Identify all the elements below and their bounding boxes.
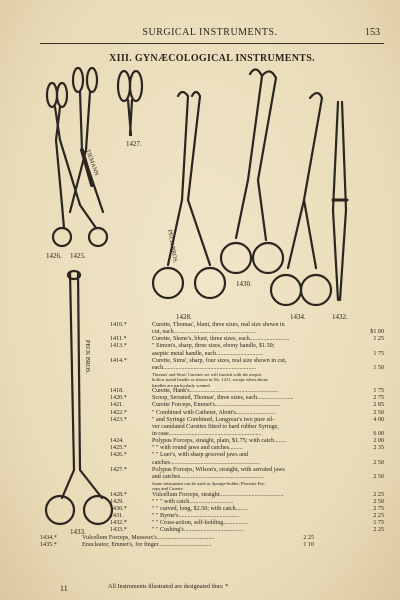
list-item bbox=[40, 351, 384, 358]
item-price: 2 00 bbox=[373, 438, 384, 445]
curette-forceps-icon bbox=[271, 93, 331, 305]
item-description: " " " with catch............................. bbox=[152, 498, 234, 505]
item-price: 1 25 bbox=[373, 336, 384, 343]
list-item bbox=[40, 343, 384, 350]
list-item bbox=[40, 506, 384, 513]
figure-label: 1425. bbox=[70, 252, 86, 260]
item-price: 1 75 bbox=[373, 520, 384, 527]
svg-text:PECK BROS.: PECK BROS. bbox=[84, 340, 90, 375]
item-price: 2 50 bbox=[373, 498, 384, 505]
item-description: " " Luer's, with sharp grooved jaws and bbox=[152, 452, 249, 459]
list-item bbox=[40, 395, 384, 402]
list-item bbox=[40, 329, 384, 336]
list-item bbox=[0, 542, 314, 549]
footer-note: All Instruments illustrated are designated thus: * bbox=[108, 583, 229, 590]
item-number: 1431. bbox=[110, 513, 124, 520]
item-description: Thomas' and Sims' Curettes we will furnish with the aseptic bbox=[152, 371, 262, 377]
item-price: 1 50 bbox=[373, 364, 384, 371]
item-description: " " with round jaws and catches......... bbox=[152, 445, 243, 452]
item-description: " Combined with Catheter, Abott's.......................... bbox=[152, 409, 276, 416]
forceps-icon bbox=[153, 92, 225, 298]
page-number: 153 bbox=[365, 27, 380, 38]
item-number: 1422.* bbox=[110, 409, 127, 416]
item-number: 1423.* bbox=[110, 416, 127, 423]
forceps-icon bbox=[47, 83, 107, 246]
forceps-icon bbox=[70, 68, 103, 212]
item-description: Same instrument can be used as Sponge-holder, Placenta For- bbox=[152, 480, 266, 486]
item-description: " " Cushing's....................................... bbox=[152, 527, 244, 534]
item-description: Scoop, Serrated, Thomas', three sizes, each........................ bbox=[152, 395, 294, 402]
forceps-icon bbox=[333, 102, 347, 300]
forceps-icon bbox=[118, 71, 142, 135]
svg-text:PECK BROS.: PECK BROS. bbox=[166, 229, 178, 264]
list-item bbox=[40, 358, 384, 365]
figure-label: 1426. bbox=[46, 252, 62, 260]
item-number: 1413.* bbox=[110, 343, 127, 350]
list-item bbox=[0, 535, 314, 542]
list-item bbox=[40, 417, 384, 424]
item-number: 1414.* bbox=[110, 357, 127, 364]
item-description: " and Syringe Combined, Longyear's two pure sil- bbox=[152, 416, 275, 423]
item-description: and catches....................................................... bbox=[152, 473, 265, 480]
list-item bbox=[40, 520, 384, 527]
list-item bbox=[40, 452, 384, 459]
item-number: 1430.* bbox=[110, 506, 127, 513]
item-description: " Simon's, sharp, three sizes, ebony handle, $1.50; bbox=[152, 343, 275, 350]
item-number: 1428.* bbox=[110, 491, 127, 498]
item-description: aseptic metal handle, each............................... bbox=[152, 350, 264, 357]
item-price: 6 00 bbox=[373, 431, 384, 437]
running-title: SURGICAL INSTRUMENTS. bbox=[142, 27, 278, 38]
list-item bbox=[40, 438, 384, 445]
item-price: 2 50 bbox=[373, 409, 384, 416]
list-item bbox=[40, 499, 384, 506]
list-item bbox=[40, 474, 384, 481]
item-description: each............................................................. bbox=[152, 364, 257, 371]
item-description: ver canulated Curettes fitted to hard rubber Syringe, bbox=[152, 423, 279, 430]
item-price: 2 25 bbox=[373, 491, 384, 498]
item-description: " " Cross-action, self-holding................ bbox=[152, 520, 248, 527]
item-price: 2 35 bbox=[373, 445, 384, 452]
item-number: 1433.* bbox=[110, 527, 127, 534]
item-price: 1 75 bbox=[373, 350, 384, 357]
item-price: 2 75 bbox=[373, 506, 384, 513]
signature-number: 11 bbox=[60, 584, 68, 593]
list-item bbox=[40, 445, 384, 452]
item-description: ceps and Curette. bbox=[152, 486, 184, 492]
list-item bbox=[40, 527, 384, 534]
figure-label: 1428. bbox=[176, 313, 192, 321]
item-number: 1435.* bbox=[40, 541, 57, 548]
list-item bbox=[40, 365, 384, 372]
item-description: Curette, Skene's, blunt, three sizes, each.......................... bbox=[152, 336, 290, 343]
item-number: 1410.* bbox=[110, 322, 127, 328]
svg-text:TIEMANN: TIEMANN bbox=[84, 148, 100, 177]
list-item bbox=[40, 410, 384, 417]
item-number: 1420.* bbox=[110, 395, 127, 402]
list-item bbox=[40, 322, 384, 329]
item-description: Curette, Sims', sharp, four sizes, real size shown in cut, bbox=[152, 357, 287, 364]
list-item bbox=[40, 460, 384, 467]
item-price: 2 50 bbox=[373, 459, 384, 466]
item-number: 1425.* bbox=[110, 445, 127, 452]
item-price: $1 00 bbox=[370, 329, 384, 336]
item-description: Polypus Forceps, straight, plain, $1.75; with catch........ bbox=[152, 438, 287, 445]
item-description: Vulcellum Forceps, straight.......................................... bbox=[152, 491, 284, 498]
item-description: Polypus Forceps, Wilson's, straight, with serrated jaws bbox=[152, 466, 285, 473]
forceps-icon bbox=[221, 69, 283, 273]
item-number: 1418. bbox=[110, 388, 124, 395]
item-description: catches........................................................... bbox=[152, 459, 260, 466]
price-list bbox=[40, 322, 384, 549]
list-item bbox=[40, 402, 384, 409]
list-item bbox=[40, 467, 384, 474]
list-item bbox=[40, 492, 384, 499]
item-number: 1421. bbox=[110, 402, 124, 409]
item-price: 2 25 bbox=[303, 534, 314, 541]
item-description: Curette, Hank's.......................................................... bbox=[152, 388, 279, 395]
item-number: 1426.* bbox=[110, 452, 127, 459]
item-number: 1432.* bbox=[110, 520, 127, 527]
item-description: Curette Forceps, Emmet's........................................... bbox=[152, 402, 281, 409]
figure-label: 1430. bbox=[236, 280, 252, 288]
item-description: Enucleator, Emmet's, for finger................................... bbox=[82, 541, 212, 548]
item-description: Curette, Thomas', blunt, three sizes, real size shown in bbox=[152, 322, 285, 328]
item-description: " " curved, long, $2.50; with catch........ bbox=[152, 506, 248, 513]
figure-label: 1432. bbox=[332, 313, 348, 321]
section-title: XIII. GYNÆCOLOGICAL INSTRUMENTS. bbox=[109, 53, 315, 64]
item-number: 1429. bbox=[110, 498, 124, 505]
item-description: " " Byrne's........................................ bbox=[152, 513, 240, 520]
item-description: cut, each...................................................... bbox=[152, 329, 256, 336]
item-description: hollow metal handle as shown in No. 1411, except when ebony bbox=[152, 377, 269, 383]
item-price: 1 75 bbox=[373, 388, 384, 395]
item-description: handles are particularly wanted. bbox=[152, 382, 211, 388]
item-number: 1434.* bbox=[40, 534, 57, 541]
item-price: 2 25 bbox=[373, 513, 384, 520]
item-price: 2 75 bbox=[373, 395, 384, 402]
item-price: 2 85 bbox=[373, 402, 384, 409]
list-item bbox=[40, 424, 384, 431]
item-price: 2 50 bbox=[373, 473, 384, 480]
item-number: 1427.* bbox=[110, 466, 127, 473]
list-item bbox=[40, 388, 384, 395]
item-price: 1 10 bbox=[303, 541, 314, 548]
figure-label: 1434. bbox=[290, 313, 306, 321]
figure-label: 1433. bbox=[70, 528, 86, 536]
item-number: 1411.* bbox=[110, 336, 127, 343]
figure-label: 1427. bbox=[126, 140, 142, 148]
item-number: 1424. bbox=[110, 438, 124, 445]
item-description: in case............................................................. bbox=[152, 431, 262, 437]
item-price: 4 00 bbox=[373, 416, 384, 423]
item-price: 2 25 bbox=[373, 527, 384, 534]
item-description: Vulcellum Forceps, Musseux's...................................... bbox=[82, 534, 215, 541]
